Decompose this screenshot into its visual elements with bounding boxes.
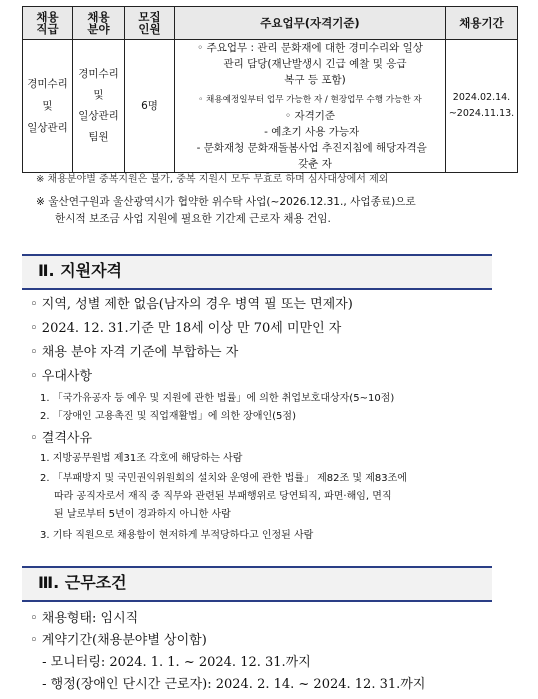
section3-item: - 모니터링: 2024. 1. 1. ~ 2024. 12. 31.까지 (38, 655, 311, 670)
section3-title: Ⅲ. 근무조건 (38, 573, 127, 592)
section3-item: - 행정(장애인 단시간 근로자): 2024. 2. 14. ~ 2024. 12. 31.까지 (38, 677, 426, 692)
duty-line: ◦ 채용예정일부터 업무 가능한 자 / 현장업무 수행 가능한 자 (198, 95, 422, 105)
header-period: 채용기간 (446, 7, 518, 40)
disqualification-item: 3. 기타 직원으로 채용함이 현저하게 부적당하다고 인정된 사람 (40, 530, 314, 541)
header-rank: 채용 직급 (23, 7, 73, 40)
section3-item: ◦ 채용형태: 임시직 (30, 611, 139, 626)
section2-item: ◦ 2024. 12. 31.기준 만 18세 이상 만 70세 미만인 자 (30, 321, 342, 336)
section2-item: ◦ 우대사항 (30, 369, 93, 384)
duty-line: ◦ 주요업무 : 관리 문화재에 대한 경미수리와 일상 (197, 42, 423, 54)
note-project: ※ 울산연구원과 울산광역시가 협약한 위수탁 사업(~2026.12.31., 사업종료)으로 (36, 196, 416, 208)
preference-item: 2. 「장애인 고용촉진 및 직업재활법」에 의한 장애인(5점) (40, 411, 296, 422)
duty-line: - 문화재청 문화재돌봄사업 추진지침에 해당자격을 (193, 142, 427, 154)
duty-line: 복구 등 포함) (274, 74, 346, 86)
section3-item: ◦ 계약기간(채용분야별 상이함) (30, 633, 207, 648)
section2-title: Ⅱ. 지원자격 (38, 261, 123, 280)
note-project-cont: 한시적 보조금 사업 지원에 필요한 기간제 근로자 채용 건임. (55, 213, 331, 225)
disqualification-item: 2. 「부패방지 및 국민권익위원회의 설치와 운영에 관한 법률」 제82조 및 제83조에 (40, 473, 407, 484)
recruitment-table (22, 6, 518, 173)
duty-line: - 예초기 사용 가능자 (260, 126, 360, 138)
cell-period: 2024.02.14. ~2024.11.13. (446, 40, 518, 173)
header-field: 채용 분야 (73, 7, 125, 40)
note-duplicate: ※ 채용분야별 중복지원은 불가, 중복 지원시 모두 무효로 하며 심사대상에서 제외 (36, 174, 389, 185)
section2-header (22, 254, 492, 290)
cell-field: 경미수리 및 일상관리 팀원 (73, 40, 125, 173)
cell-rank: 경미수리 및 일상관리 (23, 40, 73, 173)
disqualification-item: 따라 공직자로서 재직 중 직무와 관련된 부패행위로 당연퇴직, 파면·해임, 면직 (54, 491, 392, 502)
duty-line: 갖춘 자 (288, 158, 332, 170)
section2-item: ◦ 지역, 성별 제한 없음(남자의 경우 병역 필 또는 면제자) (30, 297, 353, 312)
header-count: 모집 인원 (125, 7, 175, 40)
table-header-row (23, 7, 518, 40)
duty-line: ◦ 자격기준 (284, 110, 336, 122)
section3-header (22, 566, 492, 602)
disqualification-item: 1. 지방공무원법 제31조 각호에 해당하는 사람 (40, 453, 243, 464)
duty-line: 관리 담당(재난발생시 긴급 예찰 및 응급 (213, 58, 407, 70)
cell-count: 6명 (125, 40, 175, 173)
disqualification-item: 된 날로부터 5년이 경과하지 아니한 사람 (54, 509, 231, 520)
header-duties: 주요업무(자격기준) (175, 7, 446, 40)
disqualification-heading: ◦ 결격사유 (30, 431, 93, 446)
cell-duties (175, 40, 446, 173)
preference-item: 1. 「국가유공자 등 예우 및 지원에 관한 법률」에 의한 취업보호대상자(5~10점) (40, 393, 395, 404)
table-row (23, 40, 518, 173)
section2-item: ◦ 채용 분야 자격 기준에 부합하는 자 (30, 345, 239, 360)
